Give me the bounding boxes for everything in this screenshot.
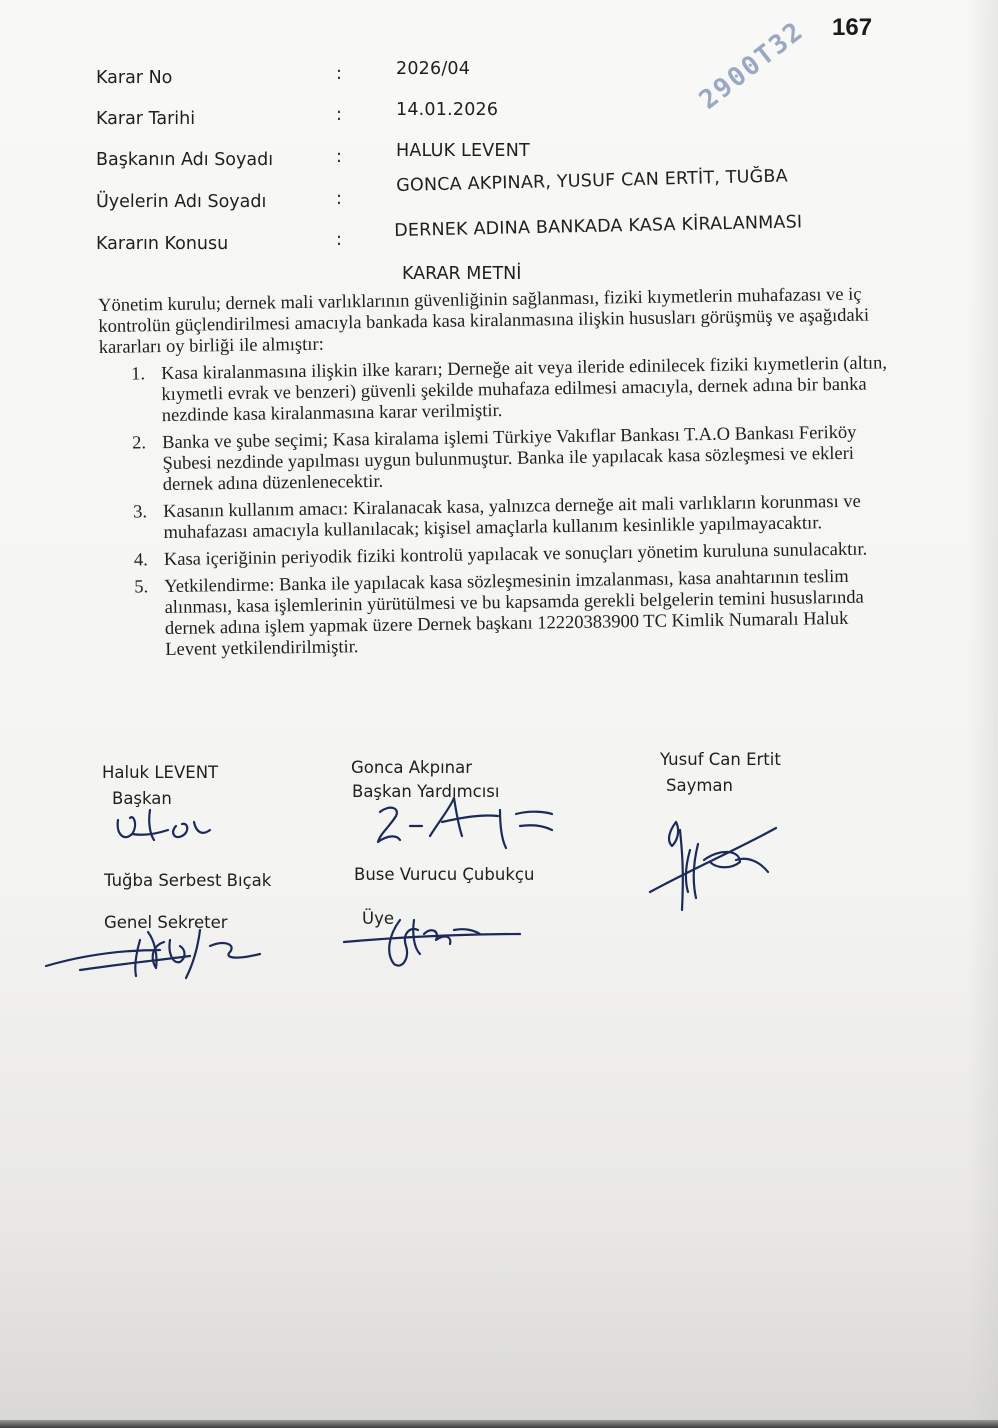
signature-buse-vurucu-cubukcu (340, 900, 530, 980)
list-item (102, 566, 893, 662)
item-number: 3. (133, 502, 148, 523)
meta-label: Karar No (96, 68, 173, 88)
item-text: Kasa içeriğinin periyodik fiziki kontrolü yapılacak ve sonuçları yönetim kuruluna sunulacaktır. (163, 539, 868, 571)
item-number: 1. (131, 364, 146, 385)
list-item (100, 422, 891, 497)
intro-paragraph: Yönetim kurulu; dernek mali varlıklarının güvenliğinin sağlanması, fiziki kıymetlerin muhafazası ve iç kontrolün güçlendirilmesi amacıyla bankada kasa kiralanmasına ilişkin hususları görüşmüş ve aşağıdaki kararları oy birliği ile almıştır: (98, 284, 870, 358)
meta-label: Kararın Konusu (96, 234, 229, 254)
signatory-name: Gonca Akpınar (351, 758, 473, 777)
meta-label: Karar Tarihi (96, 109, 196, 129)
meta-colon: : (336, 64, 342, 84)
signatory-title: Üye (362, 909, 394, 928)
list-item (99, 353, 890, 428)
signatory-name: Haluk LEVENT (102, 763, 219, 782)
signatory-title: Başkan (112, 789, 172, 808)
meta-value: HALUK LEVENT (396, 141, 530, 161)
meta-colon: : (336, 147, 342, 167)
item-number: 5. (134, 577, 149, 598)
list-item (101, 491, 892, 545)
page-bottom-edge (0, 1420, 998, 1428)
signature-tugba-serbest-bicak (40, 910, 280, 990)
signature-gonca-akpinar (370, 790, 560, 860)
page-number: 167 (832, 14, 873, 41)
item-number: 2. (132, 433, 147, 454)
item-text: Kasa kiralanmasına ilişkin ilke kararı; Derneğe ait veya ileride edinilecek fiziki kıymetlerin (altın, kıymetli evrak ve benzeri) güvenli şekilde muhafaza edilmesi amacıyla, dernek adına bir banka nezdinde kasa kiralanmasına karar verilmiştir. (161, 353, 888, 427)
meta-label: Başkanın Adı Soyadı (96, 150, 274, 170)
meta-colon: : (336, 189, 342, 209)
meta-value: GONCA AKPINAR, YUSUF CAN ERTİT, TUĞBA (396, 166, 788, 196)
meta-value: 2026/04 (396, 59, 471, 79)
meta-value: DERNEK ADINA BANKADA KASA KİRALANMASI (394, 212, 803, 241)
item-text: Yetkilendirme: Banka ile yapılacak kasa sözleşmesinin imzalanması, kasa anahtarının teslim alınması, kasa işlemlerinin yürütülmesi ve bu kapsamda gerekli belgelerin temini hususlarında dernek adına işlem yapmak üzere Dernek başkanı 12220383900 TC Kimlik Numaralı Haluk Levent yetkilendirilmiştir. (164, 566, 864, 661)
meta-label: Üyelerin Adı Soyadı (96, 192, 267, 212)
signature-yusuf-can-ertit (640, 800, 790, 920)
signatory-title: Genel Sekreter (104, 913, 228, 932)
meta-value: 14.01.2026 (396, 100, 499, 120)
signatory-name: Yusuf Can Ertit (660, 750, 781, 769)
section-heading: KARAR METNİ (402, 264, 522, 284)
signatory-title: Başkan Yardımcısı (352, 782, 500, 801)
signatory-name: Buse Vurucu Çubukçu (354, 865, 535, 884)
meta-colon: : (336, 230, 342, 250)
meta-colon: : (336, 105, 342, 125)
item-text: Kasanın kullanım amacı: Kiralanacak kasa, yalnızca derneğe ait mali varlıkların korunması ve muhafazası amacıyla kullanılacak; kişisel amaçlarla kullanım kesinlikle yapılmayacaktır. (163, 491, 861, 544)
decision-body (98, 284, 893, 662)
signature-haluk-levent (110, 800, 230, 850)
signatory-name: Tuğba Serbest Bıçak (104, 871, 272, 890)
item-text: Banka ve şube seçimi; Kasa kiralama işlemi Türkiye Vakıflar Bankası T.A.O Bankası Feriköy Şubesi nezdinde yapılması uygun bulunmuştur. Banka ile yapılacak kasa sözleşmesi ve ekleri dernek adına düzenlenecektir. (162, 422, 857, 496)
registry-stamp: 2900T32 (694, 15, 810, 116)
decision-list (99, 353, 893, 662)
item-number: 4. (133, 550, 148, 571)
signatory-title: Sayman (666, 776, 733, 795)
